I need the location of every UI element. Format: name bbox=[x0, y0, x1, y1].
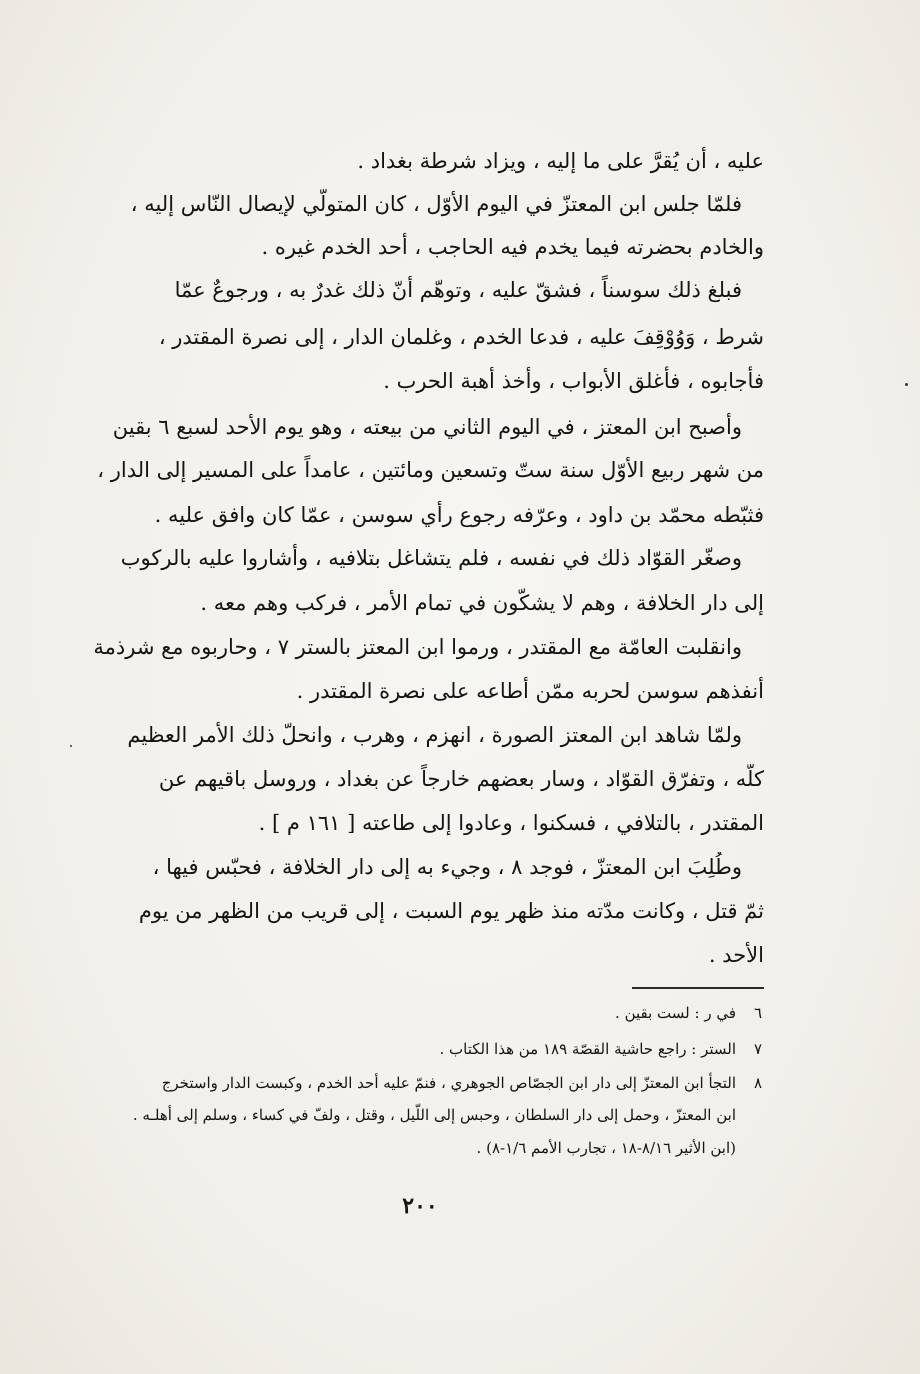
footnote-text: الستر : راجع حاشية القصّة ١٨٩ من هذا الكتاب . bbox=[439, 1040, 736, 1058]
text-line: والخادم بحضرته فيما يخدم فيه الحاجب ، أحد الخدم غيره . bbox=[261, 235, 764, 259]
text-line: فثبّطه محمّد بن داود ، وعرّفه رجوع رأي سوسن ، عمّا كان وافق عليه . bbox=[154, 503, 764, 527]
footnote-text: ابن المعتزّ ، وحمل إلى دار السلطان ، وحبس إلى اللّيل ، وقتل ، ولفّ في كساء ، وسلم إلى أهلـه . bbox=[132, 1106, 736, 1124]
footnote-number: ٧ bbox=[753, 1040, 762, 1058]
text-line: ولمّا شاهد ابن المعتز الصورة ، انهزم ، وهرب ، وانحلّ ذلك الأمر العظيم bbox=[127, 723, 742, 747]
footnote-text: التجأ ابن المعتزّ إلى دار ابن الجصّاص الجوهري ، فنمّ عليه أحد الخدم ، وكبست الدار واستخرج bbox=[161, 1074, 736, 1092]
text-line: المقتدر ، بالتلافي ، فسكنوا ، وعادوا إلى طاعته [ ١٦١ م ] . bbox=[258, 811, 764, 835]
text-line: شرط ، وَوُوْقِفَ عليه ، فدعا الخدم ، وغلمان الدار ، إلى نصرة المقتدر ، bbox=[158, 325, 764, 349]
text-line: كلّه ، وتفرّق القوّاد ، وسار بعضهم خارجاً عن بغداد ، وروسل باقيهم عن bbox=[158, 767, 764, 791]
text-line: إلى دار الخلافة ، وهم لا يشكّون في تمام الأمر ، فركب وهم معه . bbox=[200, 591, 764, 615]
page-number: ٢٠٠ bbox=[402, 1193, 438, 1219]
text-line: أنفذهم سوسن لحربه ممّن أطاعه على نصرة المقتدر . bbox=[296, 679, 764, 703]
text-line: وانقلبت العامّة مع المقتدر ، ورموا ابن المعتز بالستر ٧ ، وحاربوه مع شرذمة bbox=[93, 635, 742, 659]
text-line: فلمّا جلس ابن المعتزّ في اليوم الأوّل ، كان المتولّي لإيصال النّاس إليه ، bbox=[130, 192, 742, 216]
footnote-text: في ر : لست بقين . bbox=[615, 1004, 736, 1022]
text-line: ثمّ قتل ، وكانت مدّته منذ ظهر يوم السبت ، إلى قريب من الظهر من يوم bbox=[138, 899, 764, 923]
footnote-divider bbox=[632, 987, 764, 989]
text-line: فبلغ ذلك سوسناً ، فشقّ عليه ، وتوهّم أنّ ذلك غدرٌ به ، ورجوعٌ عمّا bbox=[174, 278, 742, 302]
text-line: الأحد . bbox=[708, 943, 764, 967]
text-line: وصغّر القوّاد ذلك في نفسه ، فلم يتشاغل بتلافيه ، وأشاروا عليه بالركوب bbox=[120, 546, 742, 570]
text-line: وطُلِبَ ابن المعتزّ ، فوجد ٨ ، وجيء به إلى دار الخلافة ، فحبّس فيها ، bbox=[152, 855, 742, 879]
text-line: من شهر ربيع الأوّل سنة ستّ وتسعين ومائتين ، عامداً على المسير إلى الدار ، bbox=[97, 458, 764, 482]
footnote-number: ٦ bbox=[753, 1004, 762, 1022]
ink-speck bbox=[70, 745, 72, 747]
text-line: فأجابوه ، فأغلق الأبواب ، وأخذ أهبة الحرب . bbox=[383, 369, 764, 393]
text-line: وأصبح ابن المعتز ، في اليوم الثاني من بيعته ، وهو يوم الأحد لسبع ٦ بقين bbox=[112, 415, 742, 439]
footnote-number: ٨ bbox=[753, 1074, 762, 1092]
text-line: عليه ، أن يُقرَّ على ما إليه ، ويزاد شرطة بغداد . bbox=[357, 149, 764, 173]
footnote-text: (ابن الأثير ٨/١٦-١٨ ، تجارب الأمم ١/٦-٨) . bbox=[476, 1139, 736, 1157]
ink-speck bbox=[905, 383, 908, 386]
